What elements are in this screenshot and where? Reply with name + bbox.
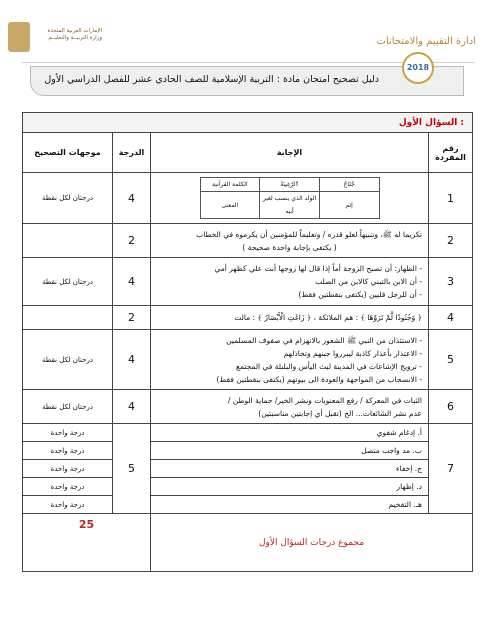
- row-number: 7: [429, 424, 473, 514]
- row-answer: [151, 442, 429, 460]
- item-text: إدغام شفوي: [376, 428, 416, 437]
- row-number: 5: [429, 330, 473, 390]
- table-row: [23, 390, 473, 424]
- item-letter: هـ.: [413, 500, 422, 509]
- table-row: [23, 478, 473, 496]
- ministry-name: الإمارات العربية المتحدة: [47, 28, 102, 34]
- row-answer: [151, 330, 429, 390]
- table-row: [23, 173, 473, 224]
- grading-table: [22, 112, 473, 572]
- row-grade: 4: [113, 258, 151, 306]
- answer-line: تكريما له ﷺ، وتنبيهاً لعلو قدره / وتعليماً للمؤمنين أن يكرموه في الخطاب: [196, 229, 422, 239]
- banner-title: دليل تصحيح امتحان مادة : التربية الإسلامية للصف الحادي عشر للفصل الدراسي الأول: [44, 74, 379, 85]
- row-answer: ﴿ وَجُنُودًا لَّمْ تَرَوْهَا ﴾ : هم الملائكة ، ﴿ زَاغَتِ الْأَبْصَارُ ﴾ : مالت: [151, 306, 429, 330]
- row-number: 1: [429, 173, 473, 224]
- row-grade: 4: [113, 390, 151, 424]
- row-answer: [151, 173, 429, 224]
- department-title: ادارة التقييم والامتحانات: [376, 36, 476, 47]
- row-answer: [151, 424, 429, 442]
- ministry-logo: [24, 28, 102, 62]
- row-grade: 2: [113, 306, 151, 330]
- col-grade: الدرجة: [113, 133, 151, 173]
- row-grade: 4: [113, 173, 151, 224]
- item-letter: ب.: [412, 446, 422, 455]
- answer-line: عدم نشر الشائعات... الخ (تقبل أي إجابتين مناسبتين): [258, 408, 422, 418]
- row-guidance: [23, 306, 113, 330]
- row-grade: 4: [113, 330, 151, 390]
- row-guidance: درجتان لكل نقطة: [23, 390, 113, 424]
- answer-line: - الظهار: أن تصبح الزوجة أماً إذا قال لها زوجها أنت علي كظهر أمي: [214, 264, 422, 273]
- vocab-header-row: [200, 178, 379, 192]
- vocab-cell: المعنى: [200, 192, 260, 219]
- row-guidance: [23, 224, 113, 258]
- table-row: [23, 496, 473, 514]
- col-answer: الإجابة: [151, 133, 429, 173]
- table-row: [23, 424, 473, 442]
- year-badge: [402, 52, 434, 84]
- total-row: [23, 514, 473, 572]
- year-badge-number: 2018: [406, 63, 430, 72]
- row-guidance: درجة واحدة: [23, 424, 113, 442]
- row-answer: [151, 460, 429, 478]
- row-answer: [151, 390, 429, 424]
- table-row: [23, 258, 473, 306]
- row-answer: [151, 496, 429, 514]
- row-guidance: درجة واحدة: [23, 442, 113, 460]
- question-title: السؤال الأول :: [23, 113, 473, 133]
- vocab-cell: إثم: [319, 192, 379, 219]
- table-row: [23, 460, 473, 478]
- row-number: 3: [429, 258, 473, 306]
- total-label: مجموع درجات السؤال الأول: [151, 514, 473, 572]
- row-answer: [151, 224, 429, 258]
- title-banner: [30, 66, 464, 96]
- answer-line: - أن للرجل قلبين (يكتفى بنقطتين فقط): [298, 290, 422, 299]
- answer-line: - الانسحاب من المواجهة والعودة الى بيوتهم (يكتفى بنقطتين فقط): [216, 374, 422, 384]
- answer-line: - الاستئذان من النبي ﷺ الشعور بالانهزام في صفوف المسلمين: [226, 335, 422, 345]
- row-number: 4: [429, 306, 473, 330]
- vocab-cell: الكلمة القرآنية: [200, 178, 260, 192]
- col-guidance: موجهات التصحيح: [23, 133, 113, 173]
- answer-note: ( يكتفى بإجابة واحدة صحيحة ): [242, 242, 337, 252]
- table-row: [23, 306, 473, 330]
- row-number: 2: [429, 224, 473, 258]
- row-answer: [151, 478, 429, 496]
- row-grade: 2: [113, 224, 151, 258]
- answer-line: - ترويج الإشاعات في المدينة لبث اليأس والبلبلة في المجتمع: [235, 361, 422, 371]
- vocab-table: [200, 177, 380, 219]
- row-guidance: درجتان لكل نقطة: [23, 173, 113, 224]
- item-text: مد واجب متصل: [361, 446, 411, 455]
- item-text: إخفاء: [396, 464, 413, 473]
- column-header-row: [23, 133, 473, 173]
- item-letter: أ.: [417, 428, 422, 437]
- vocab-cell: جُنَاحٌ: [319, 178, 379, 192]
- row-guidance: درجة واحدة: [23, 478, 113, 496]
- row-guidance: درجة واحدة: [23, 460, 113, 478]
- row-guidance: درجتان لكل نقطة: [23, 330, 113, 390]
- table-row: [23, 330, 473, 390]
- col-item: رقم المفردة: [429, 133, 473, 173]
- ministry-subtitle: وزارة التربيــة والتعليــم: [48, 35, 102, 41]
- item-letter: ج.: [414, 464, 422, 473]
- row-answer: [151, 258, 429, 306]
- answer-line: - أن الابن بالتبني كالابن من الصلب: [315, 277, 422, 286]
- table-row: [23, 442, 473, 460]
- answer-line: - الاعتذار بأعذار كاذبة ليبرروا جبنهم وتخاذلهم: [283, 348, 422, 358]
- vocab-cell: الولد الذي ينسب لغير أبيه: [260, 192, 320, 219]
- row-guidance: درجتان لكل نقطة: [23, 258, 113, 306]
- answer-line: الثبات في المعركة / رفع المعنويات ونشر الخير/ حماية الوطن /: [227, 395, 422, 405]
- row-number: 6: [429, 390, 473, 424]
- row-guidance: درجة واحدة: [23, 496, 113, 514]
- row-grade: 5: [113, 424, 151, 514]
- table-row: [23, 224, 473, 258]
- total-score: 25: [23, 514, 151, 572]
- vocab-meaning-row: [200, 192, 379, 219]
- question-header-row: [23, 113, 473, 133]
- item-text: إظهار: [396, 482, 414, 491]
- item-text: التفخيم: [388, 500, 412, 509]
- item-letter: د.: [416, 482, 422, 491]
- vocab-cell: ٱلرَّغِيبَةُ: [260, 178, 320, 192]
